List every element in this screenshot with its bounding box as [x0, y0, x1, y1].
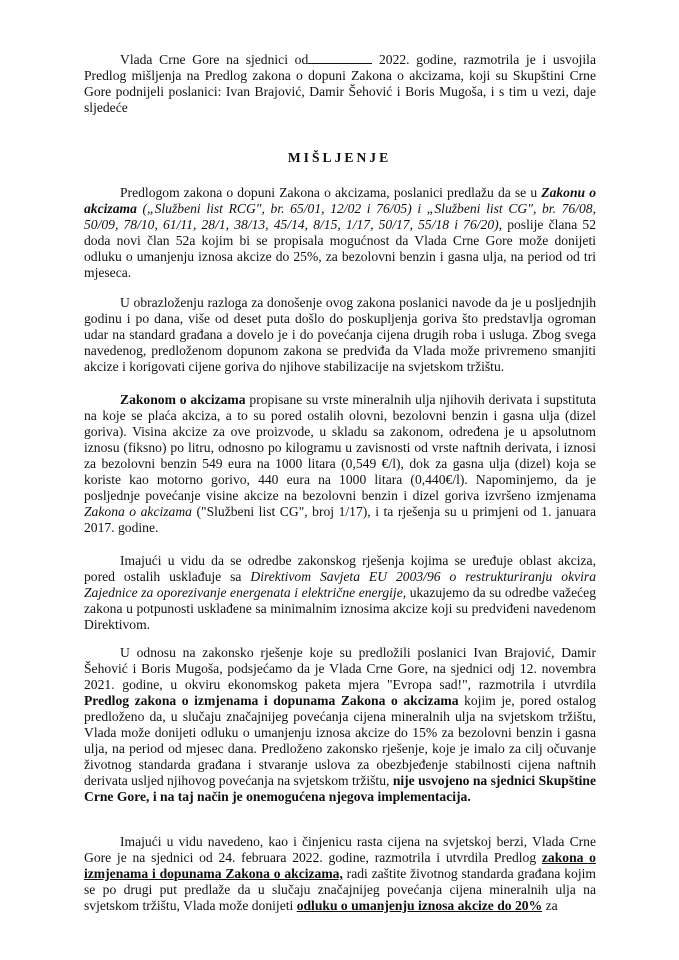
paragraph-3 — [84, 392, 596, 536]
p6-text-end: za — [542, 898, 558, 913]
p1-text: Predlogom zakona o dopuni Zakona o akcizama, poslanici predlažu da se u — [120, 185, 542, 200]
p6-text: Imajući u vidu navedeno, kao i činjenicu rasta cijena na svjetskoj berzi, Vlada Crne Gore je na sjednici od 24. februara 2022. godine, razmotrila i utvrdila Predlog — [84, 834, 596, 865]
p1-gazette-refs: („Službeni list RCG", br. 65/01, 12/02 i 76/05) i „Službeni list CG", br. 76/08, 50/09, 78/10, 61/11, 28/1, 38/13, 45/14, 8/15, 1/17, 50/17, 55/18 i 76/20) — [84, 201, 596, 232]
p5-rejection-note: nije usvojeno na sjednici Skupštine Crne Gore, i na taj način je onemogućena njegova implementacija. — [84, 773, 597, 804]
p4-text-end: , ukazujemo da su odredbe važećeg zakona u potpunosti usklađene sa minimalnim iznosima akcize koji su predviđeni navedenom Direktivom. — [84, 585, 596, 632]
p4-text: Imajući u vidu da se odredbe zakonskog rješenja kojima se uređuje oblast akciza, pored ostalih usklađuje sa — [84, 553, 596, 584]
p1-law-name: Zakonu o akcizama — [84, 185, 596, 216]
p4-directive-name: Direktivom Savjeta EU 2003/96 o restrukturiranju okvira Zajednice za oporezivanje energenata i električne energije — [84, 569, 597, 600]
document-title: MIŠLJENJE — [287, 150, 392, 165]
p6-bill-name: zakona o izmjenama i dopunama Zakona o akcizama, — [84, 850, 596, 881]
p3-text: propisane su vrste mineralnih ulja njihovih derivata i supstituta na koje se plaća akciza, a to su pored ostalih olovni, bezolovni benzin i gasna ulja (dizel goriva). Visina akcize za ove proizvode, u skladu sa zakonom, određena je u apsolutnom iznosu (fiksno) po litru, odnosno po kilogramu u zavisnosti od vrste naftnih derivata, i iznosi za bezolovni benzin 549 eura na 1000 litara (0,549 €/l), dok za gasna ulja (dizel) koja se koriste kao motorno gorivo, 440 eura na 1000 litara (0,440€/l). Napominjemo, da je posljednje povećanje visine akcize na bezolovni benzin i dizel goriva izvršeno izmjenama — [84, 392, 596, 503]
p5-bill-name: Predlog zakona o izmjenama i dopunama Zakona o akcizama — [84, 693, 459, 708]
p3-text-end: ("Službeni list CG", broj 1/17), i ta rješenja su u primjeni od 1. januara 2017. godine. — [84, 504, 596, 535]
paragraph-5 — [84, 645, 596, 805]
p3-law-name: Zakonom o akcizama — [120, 392, 246, 407]
intro-paragraph — [84, 52, 596, 116]
p3-law-name-italic: Zakona o akcizama — [84, 504, 192, 519]
p5-text: U odnosu na zakonsko rješenje koje su predložili poslanici Ivan Brajović, Damir Šehović i Boris Mugoša, podsjećamo da je Vlada Crne Gore, na sjednici odj 12. novembra 2021. godine, u okviru ekonomskog paketa mjera "Evropa sad!", razmotrila i utvrdila — [84, 645, 596, 692]
p6-decision-note: odluku o umanjenju iznosa akcize do 20% — [296, 898, 543, 913]
p5-text-middle: kojim je, pored ostalog predloženo da, u slučaju značajnijeg povećanja cijena mineralnih ulja na svjetskom tržištu, Vlada može donijeti odluku o umanjenju iznosa akcize do 15% za bezolovni benzin i gasna ulja, na period od mjesec dana. Predloženo zakonsko rješenje, koje je imalo za cilj očuvanje životnog standarda građana i stvaranje uslova za obezbjeđenje stabilnosti cijena naftnih derivata usljed njihovog povećanja na svjetskom tržištu, — [84, 693, 596, 788]
paragraph-4 — [84, 553, 596, 633]
paragraph-1 — [84, 185, 596, 281]
intro-text-end: 2022. godine, razmotrila je i usvojila Predlog mišljenja na Predlog zakona o dopuni Zakona o akcizama, koji su Skupštini Crne Gore podnijeli poslanici: Ivan Brajović, Damir Šehović i Boris Mugoša, i s tim u vezi, daje sljedeće — [84, 52, 596, 115]
paragraph-6 — [84, 834, 596, 914]
intro-text-start: Vlada Crne Gore na sjednici od — [120, 52, 309, 67]
date-blank-line — [308, 52, 372, 64]
p6-text-middle: radi zaštite životnog standarda građana kojim se po drugi put predlaže da u slučaju značajnijeg povećanja cijena mineralnih ulja na svjetskom tržištu, Vlada može donijeti — [84, 866, 596, 913]
p1-text-end: , poslije člana 52 doda novi član 52a kojim bi se propisala mogućnost da Vlada Crne Gore može donijeti odluku o umanjenju iznosa akcize do 25%, za bezolovni benzin i gasna ulja, na period od tri mjeseca. — [84, 217, 596, 280]
paragraph-2: U obrazloženju razloga za donošenje ovog zakona poslanici navode da je u posljednjih godinu i po dana, više od deset puta došlo do poskupljenja goriva što predstavlja ogroman udar na standard građana a dovelo je i do povećanja cijena drugih roba i usluga. Zbog svega navedenog, predloženom dopunom zakona se predviđa da Vlada može privremeno smanjiti akcize i korigovati cijene goriva do njihove stabilizacije na svjetskom tržištu. — [84, 295, 596, 374]
